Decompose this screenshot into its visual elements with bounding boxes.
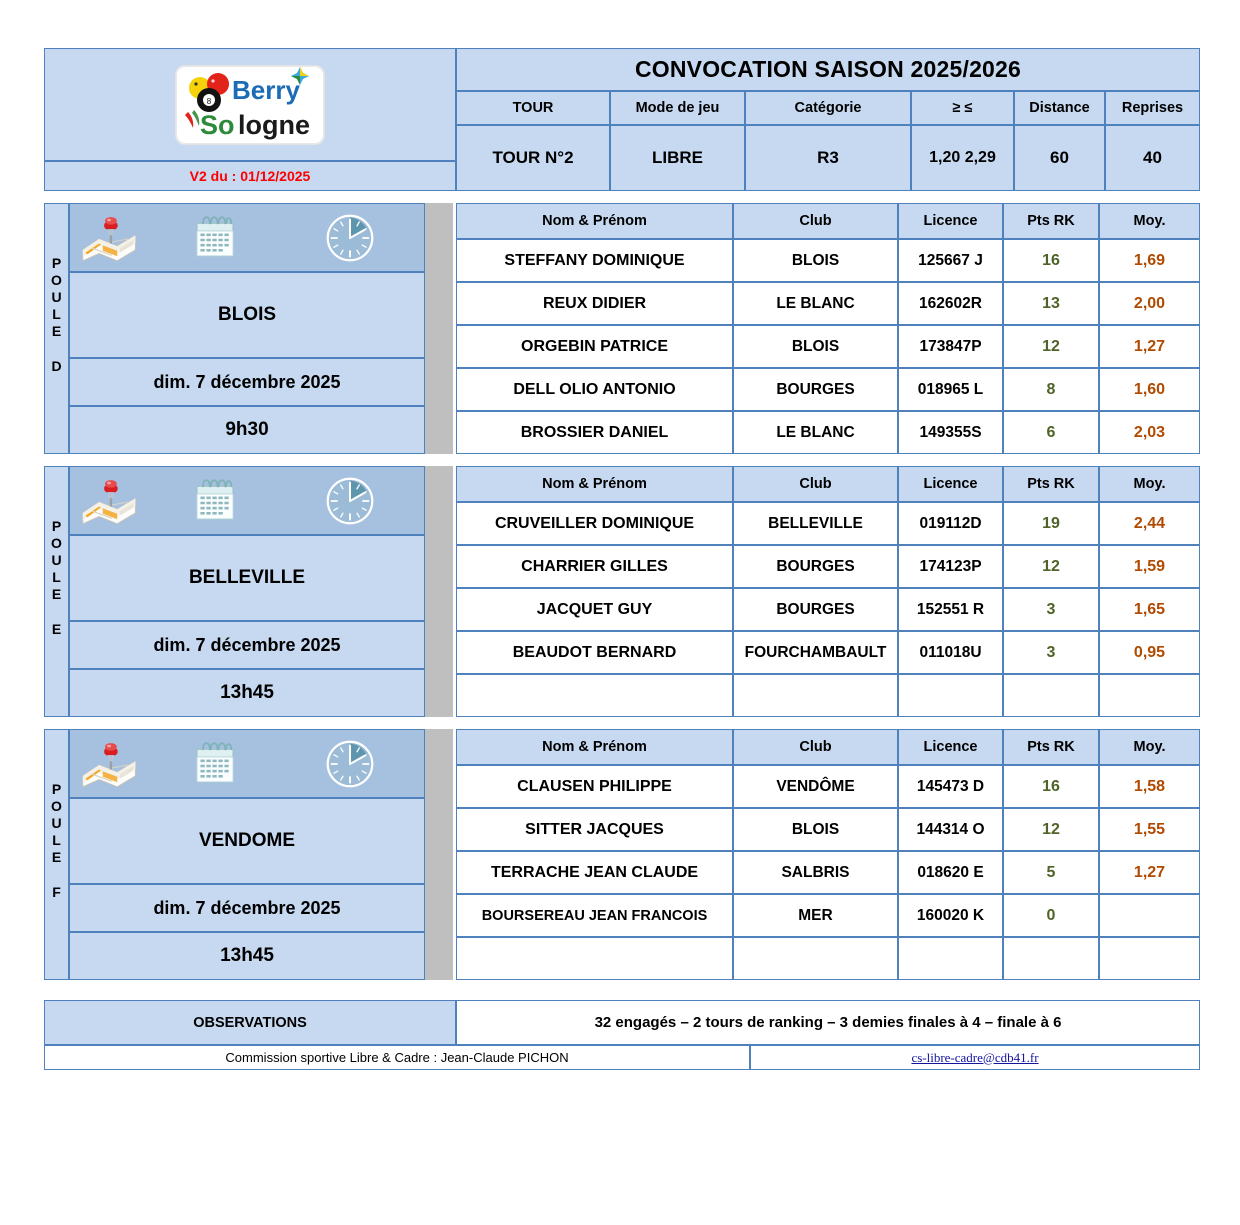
player-cell-text: 6 <box>1046 423 1056 441</box>
svg-text:8: 8 <box>206 96 212 106</box>
player-cell-club <box>733 411 898 454</box>
player-cell-name <box>456 588 733 631</box>
info-header-tour <box>456 91 610 125</box>
player-cell-moy <box>1099 765 1200 808</box>
player-cell-pts <box>1003 851 1099 894</box>
poule-word-letter-text: E <box>51 586 62 602</box>
poule-word-letter <box>44 781 69 798</box>
map-pin-icon <box>81 478 139 526</box>
info-header-reprises <box>1105 91 1200 125</box>
player-cell-text: 2,00 <box>1133 294 1166 312</box>
poule-venue-1 <box>69 535 425 621</box>
player-cell-text: 144314 O <box>916 820 985 838</box>
player-cell-pts <box>1003 545 1099 588</box>
clock-icon <box>324 738 376 790</box>
footer-left-cell <box>44 1045 750 1070</box>
map-pin-icon <box>81 215 139 263</box>
player-cell-licence <box>898 808 1003 851</box>
player-cell-text: ORGEBIN PATRICE <box>521 337 668 355</box>
poule-letter-text: E <box>51 621 62 637</box>
player-cell-licence <box>898 368 1003 411</box>
poule-word-letter <box>44 552 69 569</box>
player-cell-licence <box>898 239 1003 282</box>
player-cell-name <box>456 765 733 808</box>
poule-word-letter-text: L <box>52 832 61 848</box>
player-cell-pts <box>1003 368 1099 411</box>
info-header-categorie <box>745 91 911 125</box>
player-cell-text: 0,95 <box>1133 643 1166 661</box>
player-cell-licence <box>898 588 1003 631</box>
player-cell-text: CRUVEILLER DOMINIQUE <box>494 514 695 532</box>
info-value-distance-label: 60 <box>1050 148 1069 167</box>
poule-word-letter-text: E <box>51 323 62 339</box>
poule-word-letter <box>44 586 69 603</box>
player-col-header-4 <box>1099 203 1200 239</box>
logo-artwork <box>176 66 324 144</box>
player-col-header-text: Moy. <box>1133 476 1166 492</box>
player-cell-text: 1,58 <box>1133 777 1166 795</box>
observations-label-cell <box>44 1000 456 1045</box>
poule-venue-text: BELLEVILLE <box>188 567 306 588</box>
player-col-header-0 <box>456 729 733 765</box>
player-cell-club <box>733 282 898 325</box>
player-col-header-text: Pts RK <box>1027 213 1075 229</box>
info-value-tour <box>456 125 610 191</box>
player-col-header-text: Club <box>799 213 832 229</box>
player-cell-text: 011018U <box>919 643 982 661</box>
player-col-header-1 <box>733 729 898 765</box>
player-cell-text: 0 <box>1046 906 1056 924</box>
player-cell-text: CHARRIER GILLES <box>521 557 668 575</box>
clock-icon <box>324 212 376 264</box>
player-col-header-text: Nom & Prénom <box>542 739 647 755</box>
poule-word-letter <box>44 849 69 866</box>
poule-venue-0 <box>69 272 425 358</box>
poule-letter-text: F <box>52 884 61 900</box>
player-cell-name <box>456 937 733 980</box>
poule-word-letter-text: O <box>51 535 62 551</box>
player-cell-text: TERRACHE JEAN CLAUDE <box>490 863 699 881</box>
player-cell-pts <box>1003 282 1099 325</box>
calendar-icon <box>191 476 239 524</box>
player-col-header-text: Pts RK <box>1027 739 1075 755</box>
poule-date-text: dim. 7 décembre 2025 <box>153 897 341 918</box>
player-cell-moy <box>1099 282 1200 325</box>
player-cell-text: BLOIS <box>791 251 840 269</box>
player-cell-pts <box>1003 765 1099 808</box>
player-cell-text: 2,44 <box>1133 514 1166 532</box>
player-col-header-text: Club <box>799 476 832 492</box>
page-title <box>456 48 1200 91</box>
poule-word-letter-text: U <box>51 815 62 831</box>
player-cell-pts <box>1003 937 1099 980</box>
clock-icon <box>324 475 376 527</box>
poule-word-letter <box>44 815 69 832</box>
poule-word-letter <box>44 518 69 535</box>
poule-word-letter-text: P <box>51 518 62 534</box>
player-cell-text: DELL OLIO ANTONIO <box>513 380 676 398</box>
player-cell-club <box>733 239 898 282</box>
player-cell-text: 160020 K <box>916 906 985 924</box>
player-cell-moy <box>1099 808 1200 851</box>
poule-venue-text: BLOIS <box>217 304 277 325</box>
player-cell-pts <box>1003 894 1099 937</box>
poule-word-letter <box>44 832 69 849</box>
info-value-distance <box>1014 125 1105 191</box>
player-cell-pts <box>1003 674 1099 717</box>
poule-divider-2 <box>425 729 453 980</box>
player-cell-text: 1,65 <box>1133 600 1166 618</box>
player-cell-text: 162602R <box>919 294 982 312</box>
poule-letter <box>44 884 69 902</box>
player-cell-moy <box>1099 674 1200 717</box>
poule-letter <box>44 358 69 376</box>
poule-divider-0 <box>425 203 453 454</box>
player-col-header-text: Pts RK <box>1027 476 1075 492</box>
player-cell-club <box>733 674 898 717</box>
player-cell-moy <box>1099 937 1200 980</box>
info-header-distance <box>1014 91 1105 125</box>
player-cell-name <box>456 894 733 937</box>
player-cell-club <box>733 325 898 368</box>
player-col-header-1 <box>733 466 898 502</box>
player-cell-moy <box>1099 239 1200 282</box>
page-title-text: CONVOCATION SAISON 2025/2026 <box>634 56 1022 82</box>
info-value-reprises-label: 40 <box>1143 148 1162 167</box>
player-cell-text: BOURGES <box>776 380 855 398</box>
player-cell-text: 149355S <box>919 423 982 441</box>
svg-text:Berry: Berry <box>232 74 300 105</box>
poule-venue-text: VENDOME <box>198 830 296 851</box>
player-cell-pts <box>1003 502 1099 545</box>
player-cell-text: 16 <box>1042 777 1060 795</box>
info-header-tour-label: TOUR <box>512 100 554 116</box>
version-cell <box>44 161 456 191</box>
player-col-header-2 <box>898 466 1003 502</box>
player-cell-text: BELLEVILLE <box>768 514 863 532</box>
player-cell-name <box>456 674 733 717</box>
player-cell-text: 3 <box>1046 643 1056 661</box>
poule-word-letter-text: P <box>51 781 62 797</box>
player-cell-licence <box>898 411 1003 454</box>
player-cell-name <box>456 411 733 454</box>
info-header-mode <box>610 91 745 125</box>
player-cell-text: LE BLANC <box>776 423 855 441</box>
footer-email-link[interactable]: cs-libre-cadre@cdb41.fr <box>911 1049 1039 1065</box>
calendar-icon <box>191 739 239 787</box>
poule-word-letter-text: O <box>51 272 62 288</box>
player-cell-text: 1,69 <box>1133 251 1166 269</box>
footer-email-cell[interactable] <box>750 1045 1200 1070</box>
player-col-header-text: Licence <box>923 476 978 492</box>
player-cell-text: 3 <box>1046 600 1056 618</box>
poule-time-1 <box>69 669 425 717</box>
player-cell-club <box>733 368 898 411</box>
player-cell-name <box>456 239 733 282</box>
player-cell-moy <box>1099 411 1200 454</box>
observations-label: OBSERVATIONS <box>193 1014 307 1031</box>
info-header-categorie-label: Catégorie <box>794 100 862 116</box>
poule-word-letter <box>44 798 69 815</box>
poule-word-letter-text: L <box>52 306 61 322</box>
poule-word-letter-text: P <box>51 255 62 271</box>
berry-sologne-logo <box>176 66 324 144</box>
player-cell-text: LE BLANC <box>776 294 855 312</box>
player-cell-text: 1,27 <box>1133 337 1166 355</box>
player-cell-club <box>733 545 898 588</box>
poule-time-text: 9h30 <box>225 419 269 440</box>
player-cell-text: BEAUDOT BERNARD <box>512 643 677 661</box>
player-cell-moy <box>1099 545 1200 588</box>
player-cell-text: 16 <box>1042 251 1060 269</box>
player-cell-text: REUX DIDIER <box>542 294 647 312</box>
poule-word-letter-text: U <box>51 552 62 568</box>
info-value-moyenne-range <box>911 125 1014 191</box>
player-col-header-text: Nom & Prénom <box>542 213 647 229</box>
player-col-header-3 <box>1003 466 1099 502</box>
logo-cell <box>44 48 456 161</box>
player-col-header-text: Moy. <box>1133 213 1166 229</box>
player-col-header-1 <box>733 203 898 239</box>
poule-word-letter <box>44 569 69 586</box>
player-col-header-text: Licence <box>923 213 978 229</box>
player-cell-text: 5 <box>1046 863 1056 881</box>
map-pin-icon <box>81 741 139 789</box>
player-cell-licence <box>898 545 1003 588</box>
player-cell-licence <box>898 765 1003 808</box>
poule-letter <box>44 621 69 639</box>
poule-word-letter-text: U <box>51 289 62 305</box>
player-cell-licence <box>898 674 1003 717</box>
player-cell-name <box>456 325 733 368</box>
player-cell-moy <box>1099 851 1200 894</box>
player-cell-name <box>456 851 733 894</box>
player-cell-moy <box>1099 502 1200 545</box>
player-cell-club <box>733 588 898 631</box>
poule-word-letter <box>44 323 69 340</box>
player-cell-text: BOURGES <box>776 600 855 618</box>
poule-time-2 <box>69 932 425 980</box>
player-cell-licence <box>898 894 1003 937</box>
player-cell-text: 12 <box>1042 820 1060 838</box>
player-cell-text: FOURCHAMBAULT <box>744 643 887 661</box>
player-cell-moy <box>1099 588 1200 631</box>
player-cell-text: BLOIS <box>791 337 840 355</box>
player-cell-licence <box>898 502 1003 545</box>
player-cell-text: 12 <box>1042 337 1060 355</box>
player-cell-text: BROSSIER DANIEL <box>520 423 669 441</box>
player-cell-name <box>456 808 733 851</box>
player-cell-moy <box>1099 368 1200 411</box>
player-cell-club <box>733 502 898 545</box>
player-cell-text: 145473 D <box>916 777 985 795</box>
poule-time-text: 13h45 <box>220 682 274 703</box>
svg-text:So: So <box>200 109 235 140</box>
player-cell-text: 8 <box>1046 380 1056 398</box>
player-cell-moy <box>1099 325 1200 368</box>
player-cell-text: 018620 E <box>917 863 984 881</box>
player-col-header-2 <box>898 203 1003 239</box>
player-cell-text: 125667 J <box>918 251 983 269</box>
poule-word-letter-text: O <box>51 798 62 814</box>
poule-word-letter-text: L <box>52 569 61 585</box>
svg-text:logne: logne <box>238 109 310 140</box>
poule-word-letter <box>44 272 69 289</box>
poule-venue-2 <box>69 798 425 884</box>
info-value-moyenne-range-label: 1,20 2,29 <box>929 149 996 166</box>
player-col-header-0 <box>456 466 733 502</box>
player-cell-text: JACQUET GUY <box>536 600 653 618</box>
info-value-mode <box>610 125 745 191</box>
info-value-mode-label: LIBRE <box>652 148 703 167</box>
player-cell-text: 1,60 <box>1133 380 1166 398</box>
poule-time-0 <box>69 406 425 454</box>
player-cell-pts <box>1003 239 1099 282</box>
player-cell-name <box>456 502 733 545</box>
info-header-moyenne-range <box>911 91 1014 125</box>
player-col-header-0 <box>456 203 733 239</box>
player-cell-name <box>456 282 733 325</box>
info-header-reprises-label: Reprises <box>1121 100 1184 116</box>
player-cell-text: 173847P <box>919 337 982 355</box>
info-header-mode-label: Mode de jeu <box>635 100 720 116</box>
poule-word-letter <box>44 255 69 272</box>
player-cell-licence <box>898 851 1003 894</box>
player-cell-licence <box>898 631 1003 674</box>
player-cell-name <box>456 368 733 411</box>
player-col-header-2 <box>898 729 1003 765</box>
player-cell-club <box>733 851 898 894</box>
player-col-header-text: Moy. <box>1133 739 1166 755</box>
footer-left-text: Commission sportive Libre & Cadre : Jean-Claude PICHON <box>225 1050 569 1065</box>
player-cell-licence <box>898 937 1003 980</box>
player-cell-text: VENDÔME <box>776 777 855 795</box>
player-col-header-text: Nom & Prénom <box>542 476 647 492</box>
player-cell-text: BLOIS <box>791 820 840 838</box>
info-value-reprises <box>1105 125 1200 191</box>
player-cell-text: 19 <box>1042 514 1060 532</box>
player-cell-text: 152551 R <box>916 600 985 618</box>
poule-word-letter <box>44 306 69 323</box>
info-value-categorie-label: R3 <box>817 148 839 167</box>
player-cell-text: 1,27 <box>1133 863 1166 881</box>
poule-word-letter <box>44 535 69 552</box>
player-cell-text: SITTER JACQUES <box>525 820 664 838</box>
player-cell-pts <box>1003 631 1099 674</box>
poule-date-1 <box>69 621 425 669</box>
player-cell-pts <box>1003 325 1099 368</box>
player-cell-moy <box>1099 631 1200 674</box>
player-cell-text: 018965 L <box>917 380 984 398</box>
info-header-moyenne-range-label: ≥ ≤ <box>952 100 973 116</box>
poule-date-0 <box>69 358 425 406</box>
player-cell-licence <box>898 282 1003 325</box>
player-col-header-text: Licence <box>923 739 978 755</box>
player-cell-text: 2,03 <box>1133 423 1166 441</box>
poule-letter-text: D <box>51 358 62 374</box>
player-cell-club <box>733 631 898 674</box>
info-value-categorie <box>745 125 911 191</box>
player-cell-name <box>456 545 733 588</box>
player-cell-text: BOURSEREAU JEAN FRANCOIS <box>481 907 708 924</box>
player-cell-text: SALBRIS <box>781 863 850 881</box>
player-cell-club <box>733 765 898 808</box>
player-cell-text: 174123P <box>919 557 982 575</box>
player-col-header-3 <box>1003 729 1099 765</box>
player-cell-text: 12 <box>1042 557 1060 575</box>
player-cell-text: CLAUSEN PHILIPPE <box>517 777 672 795</box>
player-cell-club <box>733 808 898 851</box>
player-cell-text: 1,59 <box>1133 557 1166 575</box>
player-col-header-text: Club <box>799 739 832 755</box>
player-cell-club <box>733 894 898 937</box>
player-cell-text: BOURGES <box>776 557 855 575</box>
player-cell-text: 1,55 <box>1133 820 1166 838</box>
poule-word-letter-text: E <box>51 849 62 865</box>
poule-word-letter <box>44 289 69 306</box>
player-cell-moy <box>1099 894 1200 937</box>
poule-date-text: dim. 7 décembre 2025 <box>153 634 341 655</box>
observations-value-cell <box>456 1000 1200 1045</box>
player-col-header-4 <box>1099 729 1200 765</box>
poule-divider-1 <box>425 466 453 717</box>
player-cell-text: 019112D <box>919 514 982 532</box>
info-header-distance-label: Distance <box>1029 100 1090 116</box>
poule-date-text: dim. 7 décembre 2025 <box>153 371 341 392</box>
player-cell-licence <box>898 325 1003 368</box>
calendar-icon <box>191 213 239 261</box>
poule-time-text: 13h45 <box>220 945 274 966</box>
version-label: V2 du : 01/12/2025 <box>189 168 311 184</box>
player-cell-name <box>456 631 733 674</box>
info-value-tour-label: TOUR N°2 <box>492 148 574 167</box>
player-cell-text: MER <box>798 906 833 924</box>
player-cell-pts <box>1003 588 1099 631</box>
player-cell-text: STEFFANY DOMINIQUE <box>504 251 685 269</box>
player-col-header-4 <box>1099 466 1200 502</box>
observations-text: 32 engagés – 2 tours de ranking – 3 demies finales à 4 – finale à 6 <box>594 1014 1062 1031</box>
poule-date-2 <box>69 884 425 932</box>
player-cell-pts <box>1003 808 1099 851</box>
player-cell-text: 13 <box>1042 294 1060 312</box>
player-cell-pts <box>1003 411 1099 454</box>
player-col-header-3 <box>1003 203 1099 239</box>
player-cell-club <box>733 937 898 980</box>
